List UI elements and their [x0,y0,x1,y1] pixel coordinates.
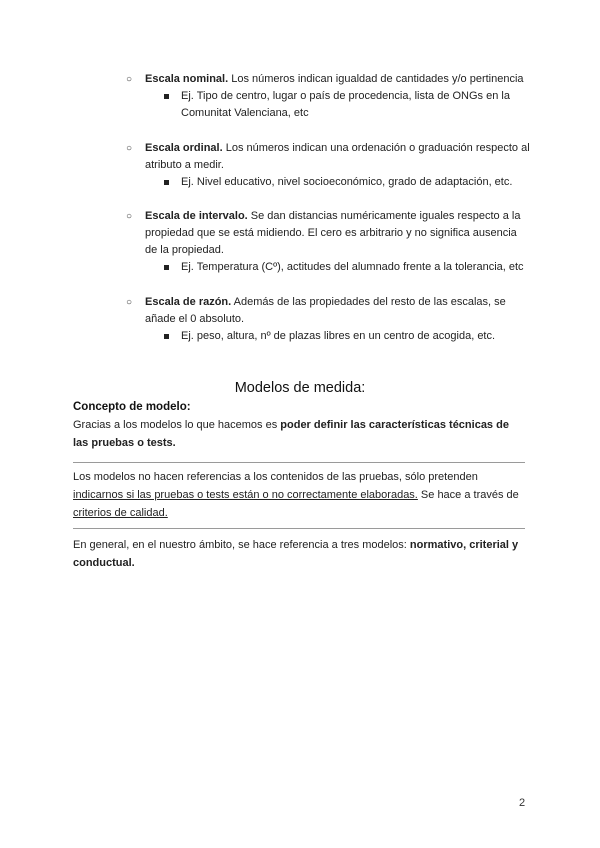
example-text: Ej. Temperatura (Cº), actitudes del alumnado frente a la tolerancia, etc [181,261,524,273]
paragraph-text: Gracias a los modelos lo que hacemos es [73,419,281,431]
paragraph-underlined-text: criterios de calidad. [73,507,168,519]
hollow-circle-bullet-icon: ○ [126,74,133,85]
paragraph-underlined-text: indicarnos si las pruebas o tests están o no correctamente elaboradas. [73,489,418,501]
scale-item [126,294,530,345]
paragraph-three-models [73,536,525,572]
scale-item [126,140,530,191]
scale-description: Además de las propiedades del resto de las escalas, se añade el 0 absoluto. [145,296,506,325]
example-item [164,328,530,345]
horizontal-divider [73,462,525,463]
scale-text [145,294,530,328]
square-bullet-icon [164,180,169,185]
page-number: 2 [519,797,526,809]
scale-text [145,71,530,88]
example-text: Ej. Tipo de centro, lugar o país de procedencia, lista de ONGs en la Comunitat Valenciana, etc [181,90,510,119]
scale-description: Se dan distancias numéricamente iguales respecto a la propiedad que se está midiendo. El cero es arbitrario y no significa ausencia de la propiedad. [145,210,521,256]
paragraph-bold-text: poder definir las características técnicas de las pruebas o tests. [73,419,509,449]
paragraph-models-content [73,468,525,522]
paragraph-bold-text: normativo, criterial y conductual. [73,539,519,569]
example-item [164,88,530,122]
scale-text [145,208,530,259]
paragraph-text: Se hace a través de [417,489,519,501]
scale-name: Escala nominal. [145,73,229,85]
example-item [164,174,530,191]
concept-heading: Concepto de modelo: [73,401,191,413]
scale-name: Escala de razón. [145,296,232,308]
paragraph-models-purpose [73,416,525,452]
scale-description: Los números indican igualdad de cantidades y/o pertinencia [228,73,524,85]
square-bullet-icon [164,94,169,99]
scale-name: Escala ordinal. [145,142,223,154]
horizontal-divider [73,528,525,529]
hollow-circle-bullet-icon: ○ [126,143,133,154]
scale-description: Los números indican una ordenación o graduación respecto al atributo a medir. [145,142,530,171]
example-text: Ej. Nivel educativo, nivel socioeconómico, grado de adaptación, etc. [181,176,513,188]
square-bullet-icon [164,265,169,270]
paragraph-text: Los modelos no hacen referencias a los contenidos de las pruebas, sólo pretenden [73,471,478,483]
example-text: Ej. peso, altura, nº de plazas libres en un centro de acogida, etc. [181,330,496,342]
scale-item [126,208,530,276]
example-item [164,259,530,276]
section-title: Modelos de medida: [234,380,366,396]
scale-name: Escala de intervalo. [145,210,248,222]
hollow-circle-bullet-icon: ○ [126,211,133,222]
scale-item [126,71,530,122]
hollow-circle-bullet-icon: ○ [126,297,133,308]
paragraph-text: En general, en el nuestro ámbito, se hace referencia a tres modelos: [73,539,410,551]
square-bullet-icon [164,334,169,339]
scale-text [145,140,530,174]
